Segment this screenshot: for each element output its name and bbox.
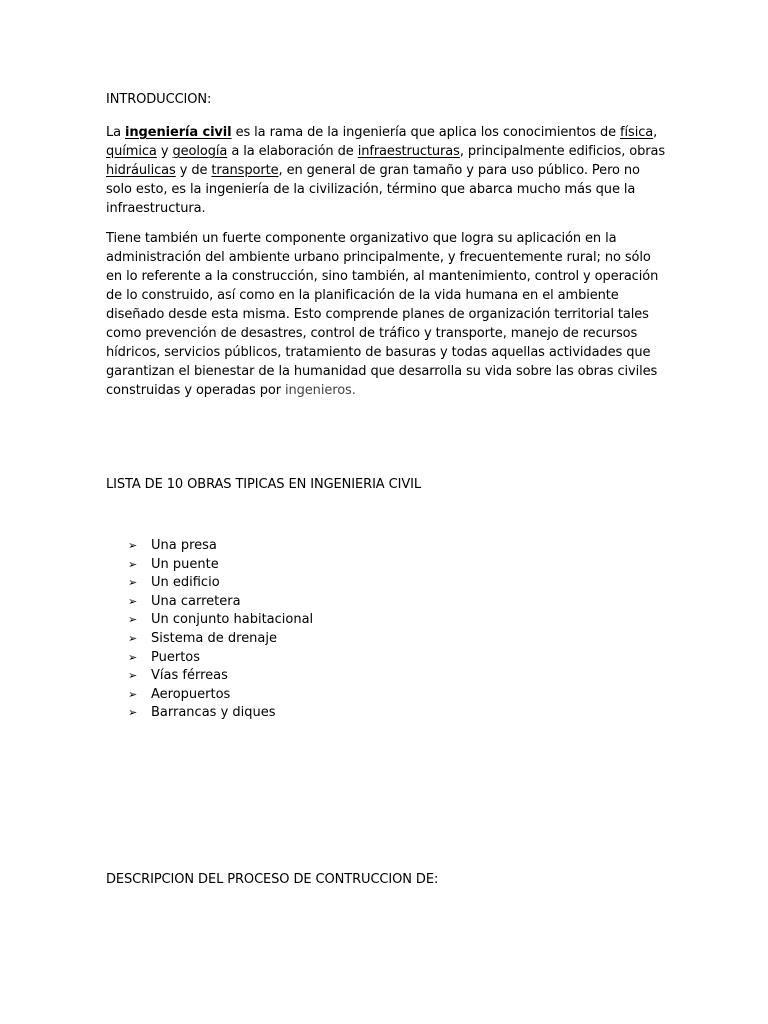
works-list xyxy=(128,537,313,723)
list-item xyxy=(128,611,313,630)
list-item-label: Un puente xyxy=(151,556,219,572)
list-item xyxy=(128,574,313,593)
intro-paragraph-1 xyxy=(106,123,666,218)
paragraph-text-run: , principalmente edificios, obras xyxy=(459,144,666,159)
description-heading: DESCRIPCION DEL PROCESO DE CONTRUCCION DE: xyxy=(106,872,439,887)
hyperlink-text[interactable]: geología xyxy=(172,144,228,159)
list-item-label: Un edificio xyxy=(151,575,220,591)
arrowhead-bullet-icon: ➢ xyxy=(128,594,138,608)
list-item-label: Un conjunto habitacional xyxy=(151,612,314,628)
list-item xyxy=(128,537,313,556)
list-item-label: Sistema de drenaje xyxy=(151,630,278,646)
arrowhead-bullet-icon: ➢ xyxy=(128,669,138,683)
arrowhead-bullet-icon: ➢ xyxy=(128,576,138,590)
paragraph-text-run: y xyxy=(156,144,173,159)
intro-heading: INTRODUCCION: xyxy=(106,92,212,107)
list-item-label: Aeropuertos xyxy=(151,686,231,702)
hyperlink-text[interactable]: transporte xyxy=(211,163,279,178)
paragraph-text-run: , en general de gran tamaño y para uso público. Pero no solo esto, es la ingeniería de la civilización, término que abarca mucho más que la infraestructura. xyxy=(106,163,640,216)
list-item xyxy=(128,667,313,686)
intro-paragraph-2 xyxy=(106,229,666,400)
arrowhead-bullet-icon: ➢ xyxy=(128,650,138,664)
list-item-label: Puertos xyxy=(151,649,201,665)
paragraph-text-run: es la rama de la ingeniería que aplica los conocimientos de xyxy=(231,125,621,140)
arrowhead-bullet-icon: ➢ xyxy=(128,613,138,627)
arrowhead-bullet-icon: ➢ xyxy=(128,706,138,720)
arrowhead-bullet-icon: ➢ xyxy=(128,539,138,552)
paragraph-text-run: La xyxy=(106,125,126,140)
list-item-label: Vías férreas xyxy=(151,668,228,684)
list-item-label: Una presa xyxy=(151,538,217,553)
list-item xyxy=(128,593,313,612)
list-item xyxy=(128,649,313,668)
arrowhead-bullet-icon: ➢ xyxy=(128,687,138,701)
list-item-label: Barrancas y diques xyxy=(151,705,276,721)
paragraph-text-run: y de xyxy=(175,163,212,178)
hyperlink-text[interactable]: física xyxy=(620,125,654,140)
list-heading: LISTA DE 10 OBRAS TIPICAS EN INGENIERIA CIVIL xyxy=(106,477,422,492)
paragraph-text-run: Tiene también un fuerte componente organizativo que logra su aplicación en la administración del ambiente urbano principalmente, y frecuentemente rural; no sólo en lo referente a la construcción, sino también, al mantenimiento, control y operación de lo construido, así como en la planificación de la vida humana en el ambiente diseñado desde esta misma. Esto comprende planes de organización territorial tales como prevención de desastres, control de tráfico y transporte, manejo de recursos hídricos, servicios públicos, tratamiento de basuras y todas aquellas actividades que garantizan el bienestar de la humanidad que desarrolla su vida sobre las obras civiles construidas y operadas por xyxy=(106,231,659,398)
list-item-label: Una carretera xyxy=(151,593,241,609)
list-item xyxy=(128,630,313,649)
hyperlink-text[interactable]: ingeniería civil xyxy=(125,125,232,140)
arrowhead-bullet-icon: ➢ xyxy=(128,557,138,571)
hyperlink-text[interactable]: infraestructuras xyxy=(357,144,460,159)
paragraph-text-run: ingenieros. xyxy=(284,383,356,398)
list-item xyxy=(128,704,313,723)
arrowhead-bullet-icon: ➢ xyxy=(128,631,138,645)
list-item xyxy=(128,556,313,575)
list-item xyxy=(128,686,313,705)
hyperlink-text[interactable]: química xyxy=(106,144,157,159)
paragraph-text-run: , xyxy=(653,125,658,140)
hyperlink-text[interactable]: hidráulicas xyxy=(106,163,176,178)
paragraph-text-run: a la elaboración de xyxy=(227,144,358,159)
